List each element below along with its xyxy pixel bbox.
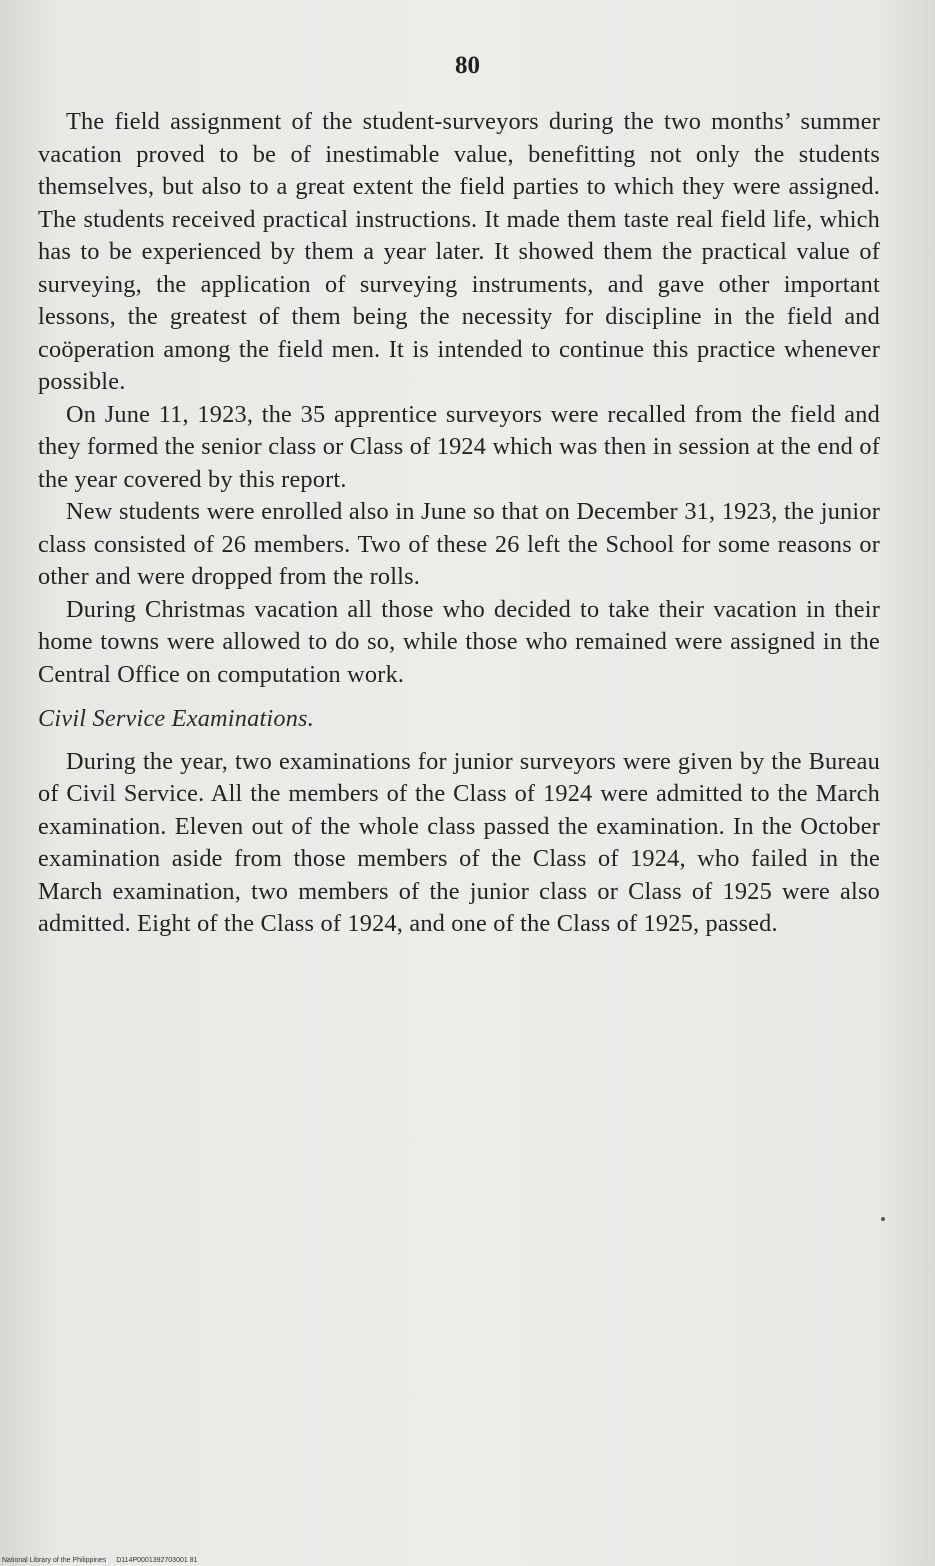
paragraph-junior-class: New students were enrolled also in June so that on December 31, 1923, the junior class consisted of 26 members. Two of these 26 left the School for some reasons or other and were dropped from the rolls. <box>38 498 880 590</box>
footer-identifier: D114P0001392703001 81 <box>116 1557 198 1564</box>
paper-speck <box>881 1217 885 1221</box>
section-heading: Civil Service Examinations. <box>38 705 314 732</box>
body-text <box>38 106 880 941</box>
scan-footer <box>2 1557 197 1564</box>
footer-source: National Library of the Philippines <box>2 1557 107 1564</box>
paragraph-senior-class: On June 11, 1923, the 35 apprentice surveyors were recalled from the field and they formed the senior class or Class of 1924 which was then in session at the end of the year covered by this report. <box>38 400 880 493</box>
paragraph-civil-service: During the year, two examinations for junior surveyors were given by the Bureau of Civil Service. All the members of the Class of 1924 were admitted to the March examination. Eleven out of the whole class passed the examination. In the October examination aside from those members of the Class of 1924, who failed in the March examination, two members of the junior class or Class of 1925 were also admitted. Eight of the Class of 1924, and one of the Class of 1925, passed. <box>38 747 880 937</box>
paragraph-field-assignment: The field assignment of the student-surveyors during the two months’ summer vacation proved to be of inestimable value, benefitting not only the students themselves, but also to a great extent the field parties to which they were assigned. The students received practical instructions. It made them taste real field life, which has to be experienced by them a year later. It showed them the practical value of surveying, the application of surveying instruments, and gave other important lessons, the greatest of them being the necessity for discipline in the field and coöperation among the field men. It is intended to continue this practice whenever possible. <box>38 108 880 395</box>
page-number: 80 <box>455 52 480 79</box>
paragraph-christmas-vacation: During Christmas vacation all those who decided to take their vacation in their home towns were allowed to do so, while those who remained were assigned in the Central Office on computation work. <box>38 595 880 688</box>
